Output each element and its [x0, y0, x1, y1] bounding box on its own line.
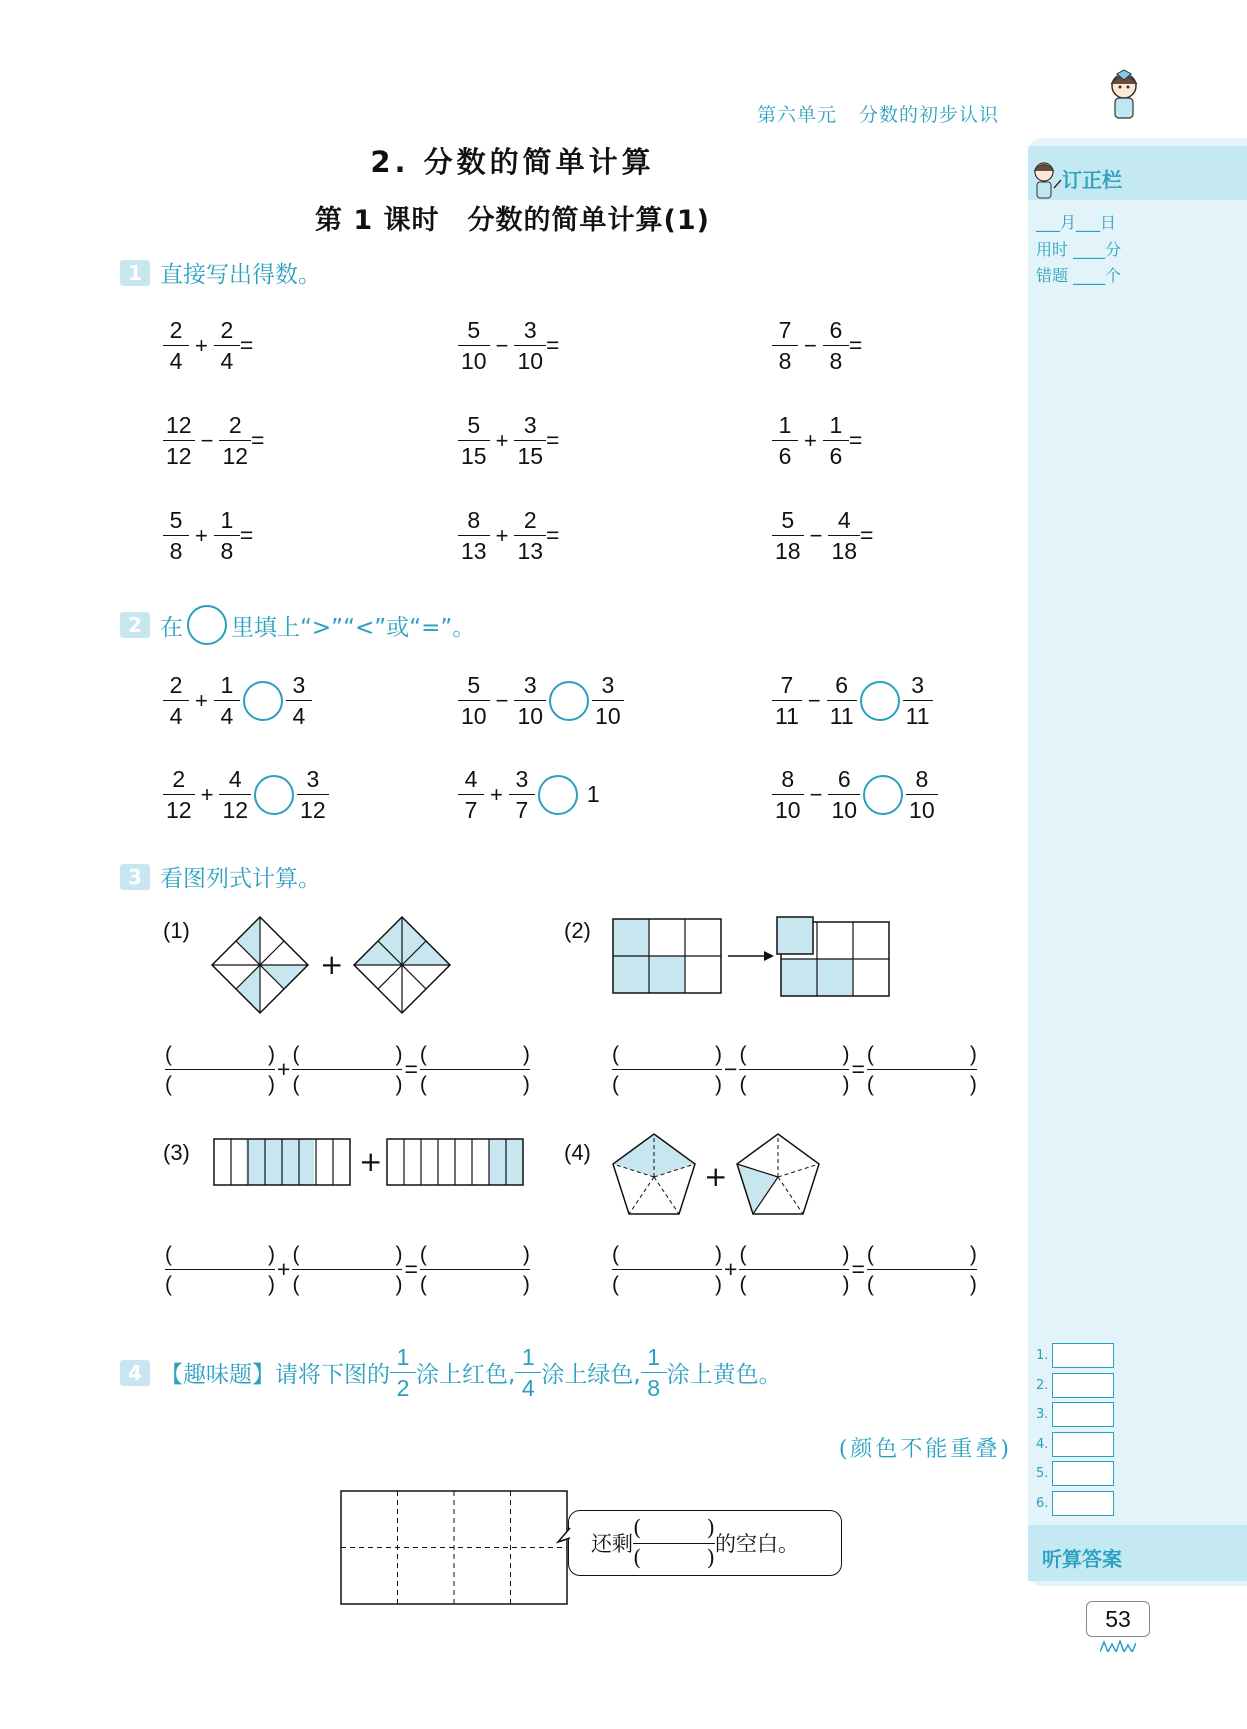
calc-item: $\frac{5}{10}$ − $\frac{3}{10}$ =	[458, 315, 619, 376]
equals-sign: =	[404, 1256, 418, 1282]
equals-sign: =	[404, 1056, 418, 1082]
q4-text-4: 涂上黄色。	[666, 1362, 782, 1388]
coloring-rectangle[interactable]	[340, 1490, 570, 1610]
fraction: $\frac{6}{8}$	[823, 315, 849, 376]
operator: +	[277, 1256, 291, 1282]
compare-circle[interactable]	[863, 775, 903, 815]
figure-4-pentagon-a	[611, 1132, 697, 1220]
equals-sign: =	[848, 332, 863, 358]
answer-row	[1036, 1373, 1114, 1398]
equals-sign: =	[848, 427, 863, 453]
fraction: $\frac{1}{4}$	[214, 670, 240, 731]
blank-fraction[interactable]: ( ) ( )	[292, 1243, 403, 1296]
sidebar-title: 订正栏	[1062, 168, 1122, 192]
fraction: $\frac{5}{10}$	[458, 315, 490, 376]
answer-blank[interactable]	[253, 331, 313, 361]
blank-fraction[interactable]: ( ) ( )	[612, 1243, 722, 1296]
answer-box[interactable]	[1052, 1343, 1114, 1368]
unit-topic: 分数的初步认识	[858, 104, 999, 126]
question-text-pre: 在	[160, 614, 183, 641]
unit-header	[757, 100, 999, 127]
fraction: $\frac{1}{4}$	[515, 1342, 541, 1403]
blank-equation	[612, 1040, 977, 1099]
fraction: $\frac{5}{15}$	[458, 410, 490, 471]
figure-2-grid-a	[612, 918, 722, 998]
answer-blank[interactable]	[253, 521, 313, 551]
question-number: 4	[120, 1360, 150, 1386]
fraction: $\frac{3}{10}$	[592, 670, 624, 731]
question-text-post: 里填上“>”“<”或“=”。	[231, 614, 476, 641]
grass-decoration-icon	[1100, 1637, 1136, 1656]
cartoon-girl-icon	[1103, 66, 1145, 126]
q4-text-3: 涂上绿色,	[541, 1362, 641, 1388]
compare-circle[interactable]	[549, 681, 589, 721]
page-number: 53	[1086, 1601, 1150, 1637]
question-number: 3	[120, 864, 150, 890]
blank-fraction[interactable]: ( ) ( )	[739, 1243, 850, 1296]
answer-row	[1036, 1432, 1114, 1457]
answer-box[interactable]	[1052, 1461, 1114, 1486]
compare-item: $\frac{5}{10}$ − $\frac{3}{10}$ $\frac{3}{10}$	[458, 670, 624, 731]
equals-sign: =	[239, 332, 254, 358]
speech-bubble	[568, 1510, 842, 1576]
fraction: $\frac{5}{18}$	[772, 505, 804, 566]
equals-sign: =	[546, 427, 560, 453]
question-1-heading	[120, 256, 321, 289]
question-2-heading	[120, 605, 475, 645]
fraction: $\frac{8}{13}$	[458, 505, 490, 566]
answer-blank[interactable]	[559, 331, 619, 361]
bubble-tail-icon	[556, 1526, 572, 1552]
figure-label-2: (2)	[564, 918, 591, 943]
fraction: $\frac{3}{10}$	[514, 670, 546, 731]
answer-row	[1036, 1343, 1114, 1368]
calc-item: $\frac{12}{12}$ − $\frac{2}{12}$ =	[163, 410, 324, 471]
fraction: $\frac{2}{4}$	[163, 670, 189, 731]
blank-fraction[interactable]: ( ) ( )	[165, 1243, 275, 1296]
calc-item: $\frac{7}{8}$ − $\frac{6}{8}$ =	[772, 315, 922, 376]
compare-item: $\frac{7}{11}$ − $\frac{6}{11}$ $\frac{3}{11}$	[772, 670, 933, 731]
fraction: $\frac{2}{12}$	[163, 764, 195, 825]
answer-box[interactable]	[1052, 1432, 1114, 1457]
fraction: $\frac{4}{12}$	[219, 764, 251, 825]
fraction: $\frac{3}{10}$	[514, 315, 546, 376]
calc-item: $\frac{1}{6}$ + $\frac{1}{6}$ =	[772, 410, 922, 471]
fraction: $\frac{3}{4}$	[286, 670, 312, 731]
fraction: $\frac{6}{10}$	[828, 764, 860, 825]
answer-blank[interactable]	[264, 426, 324, 456]
fraction: $\frac{7}{11}$	[772, 670, 802, 731]
question-3-heading	[120, 860, 321, 893]
calc-item: $\frac{8}{13}$ + $\frac{2}{13}$ =	[458, 505, 619, 566]
fraction: $\frac{4}{7}$	[458, 764, 484, 825]
fraction: $\frac{2}{12}$	[219, 410, 251, 471]
operator: +	[277, 1056, 291, 1082]
plus-sign: +	[359, 1145, 383, 1178]
operator: −	[724, 1056, 738, 1082]
question-text: 直接写出得数。	[160, 262, 321, 288]
fraction: $\frac{8}{10}$	[772, 764, 804, 825]
blank-equation	[612, 1240, 977, 1299]
page-title: 2. 分数的简单计算	[370, 145, 655, 179]
fraction: $\frac{6}{11}$	[827, 670, 857, 731]
circle-icon	[187, 605, 227, 645]
figure-label-4: (4)	[564, 1140, 591, 1165]
lesson-subtitle: 第 1 课时 分数的简单计算(1)	[314, 205, 711, 236]
whole-number: 1	[586, 781, 600, 807]
answer-row	[1036, 1491, 1114, 1516]
color-note: (颜色不能重叠)	[838, 1437, 1012, 1462]
equals-sign: =	[546, 332, 560, 358]
fraction: $\frac{3}{11}$	[903, 670, 933, 731]
fraction: $\frac{1}{8}$	[214, 505, 240, 566]
fraction: $\frac{2}{13}$	[514, 505, 546, 566]
unit-label: 第六单元	[756, 104, 837, 126]
figure-1-diamond-a	[210, 915, 310, 1019]
fraction: $\frac{1}{2}$	[390, 1342, 416, 1403]
blank-equation	[165, 1040, 530, 1099]
calc-item: $\frac{2}{4}$ + $\frac{2}{4}$ =	[163, 315, 313, 376]
fraction: $\frac{12}{12}$	[163, 410, 195, 471]
equals-sign: =	[851, 1256, 865, 1282]
figure-4-pentagon-b	[735, 1132, 821, 1220]
fraction: $\frac{1}{6}$	[823, 410, 849, 471]
fraction: $\frac{1}{6}$	[772, 410, 798, 471]
fraction: $\frac{2}{4}$	[163, 315, 189, 376]
answer-number: 3.	[1036, 1407, 1049, 1422]
compare-circle[interactable]	[860, 681, 900, 721]
question-text: 看图列式计算。	[160, 866, 321, 892]
answer-box[interactable]	[1052, 1373, 1114, 1398]
blank-fraction[interactable]: ( ) ( )	[165, 1043, 275, 1096]
fraction: $\frac{4}{18}$	[828, 505, 860, 566]
fraction: $\frac{3}{12}$	[297, 764, 329, 825]
answer-blank[interactable]	[862, 331, 922, 361]
fraction: $\frac{7}{8}$	[772, 315, 798, 376]
blank-fraction[interactable]: ( ) ( )	[739, 1043, 850, 1096]
figure-1-diamond-b	[352, 915, 452, 1019]
answer-box[interactable]	[1052, 1402, 1114, 1427]
calc-item: $\frac{5}{18}$ − $\frac{4}{18}$ =	[772, 505, 933, 566]
compare-item: $\frac{8}{10}$ − $\frac{6}{10}$ $\frac{8}{10}$	[772, 764, 938, 825]
answer-number: 6.	[1036, 1495, 1049, 1511]
fraction: $\frac{2}{4}$	[214, 315, 240, 376]
fun-tag: 【趣味题】	[160, 1362, 275, 1388]
bubble-text-pre: 还剩	[591, 1532, 633, 1556]
answer-number: 4.	[1036, 1436, 1049, 1452]
answer-box[interactable]	[1052, 1491, 1114, 1516]
answer-blank[interactable]	[559, 426, 619, 456]
compare-item: $\frac{2}{12}$ + $\frac{4}{12}$ $\frac{3}{12}$	[163, 764, 329, 825]
answer-blank[interactable]	[559, 521, 619, 551]
errors-line[interactable]: 错题 ____个	[1036, 266, 1122, 285]
equals-sign: =	[851, 1056, 865, 1082]
date-line[interactable]: ___月___日	[1036, 213, 1117, 232]
answer-blank[interactable]	[862, 426, 922, 456]
blank-fraction[interactable]: ( ) ( )	[419, 1243, 530, 1296]
time-line[interactable]: 用时 ____分	[1036, 240, 1122, 259]
figure-label-3: (3)	[163, 1140, 190, 1165]
equals-sign: =	[546, 522, 560, 548]
blank-fraction[interactable]: ( ) ( )	[612, 1043, 722, 1096]
plus-sign: +	[704, 1160, 728, 1193]
listen-answer-label: 听算答案	[1042, 1547, 1122, 1571]
q4-text-2: 涂上红色,	[416, 1362, 516, 1388]
compare-circle[interactable]	[538, 775, 578, 815]
fraction: $\frac{3}{7}$	[509, 764, 535, 825]
fraction: $\frac{1}{8}$	[641, 1342, 667, 1403]
blank-fraction[interactable]: ( ) ( )	[633, 1515, 715, 1570]
equals-sign: =	[251, 427, 265, 453]
equals-sign: =	[860, 522, 874, 548]
compare-item: $\frac{4}{7}$ + $\frac{3}{7}$ 1	[458, 764, 600, 825]
fraction: $\frac{8}{10}$	[906, 764, 938, 825]
answer-row	[1036, 1461, 1114, 1486]
arrow-right-icon	[728, 948, 774, 968]
question-number: 2	[120, 612, 150, 638]
blank-equation	[165, 1240, 530, 1299]
blank-fraction[interactable]: ( ) ( )	[866, 1043, 977, 1096]
figure-2-grid-b	[775, 915, 891, 1001]
blank-fraction[interactable]: ( ) ( )	[419, 1043, 530, 1096]
blank-fraction[interactable]: ( ) ( )	[866, 1243, 977, 1296]
calc-item: $\frac{5}{8}$ + $\frac{1}{8}$ =	[163, 505, 313, 566]
answer-row	[1036, 1402, 1114, 1427]
fraction: $\frac{5}{8}$	[163, 505, 189, 566]
plus-sign: +	[320, 948, 344, 981]
equals-sign: =	[239, 522, 254, 548]
fraction: $\frac{5}{10}$	[458, 670, 490, 731]
compare-circle[interactable]	[254, 775, 294, 815]
blank-fraction[interactable]: ( ) ( )	[292, 1043, 403, 1096]
answer-blank[interactable]	[873, 521, 933, 551]
figure-label-1: (1)	[163, 918, 190, 943]
answer-number: 1.	[1036, 1348, 1049, 1363]
figure-3-strip-b	[386, 1138, 526, 1190]
question-4-heading	[120, 1342, 782, 1403]
question-number: 1	[120, 260, 150, 286]
answer-number: 5.	[1036, 1466, 1049, 1481]
operator: +	[724, 1256, 738, 1282]
correction-sidebar	[1028, 138, 1247, 1586]
cartoon-girl-writing-icon	[1030, 158, 1062, 204]
calc-item: $\frac{5}{15}$ + $\frac{3}{15}$ =	[458, 410, 619, 471]
compare-item: $\frac{2}{4}$ + $\frac{1}{4}$ $\frac{3}{4}$	[163, 670, 312, 731]
compare-circle[interactable]	[243, 681, 283, 721]
figure-3-strip-a	[213, 1138, 353, 1190]
bubble-text-post: 的空白。	[715, 1532, 799, 1556]
answer-number: 2.	[1036, 1377, 1049, 1393]
fraction: $\frac{3}{15}$	[514, 410, 546, 471]
q4-text-1: 请将下图的	[275, 1362, 390, 1388]
